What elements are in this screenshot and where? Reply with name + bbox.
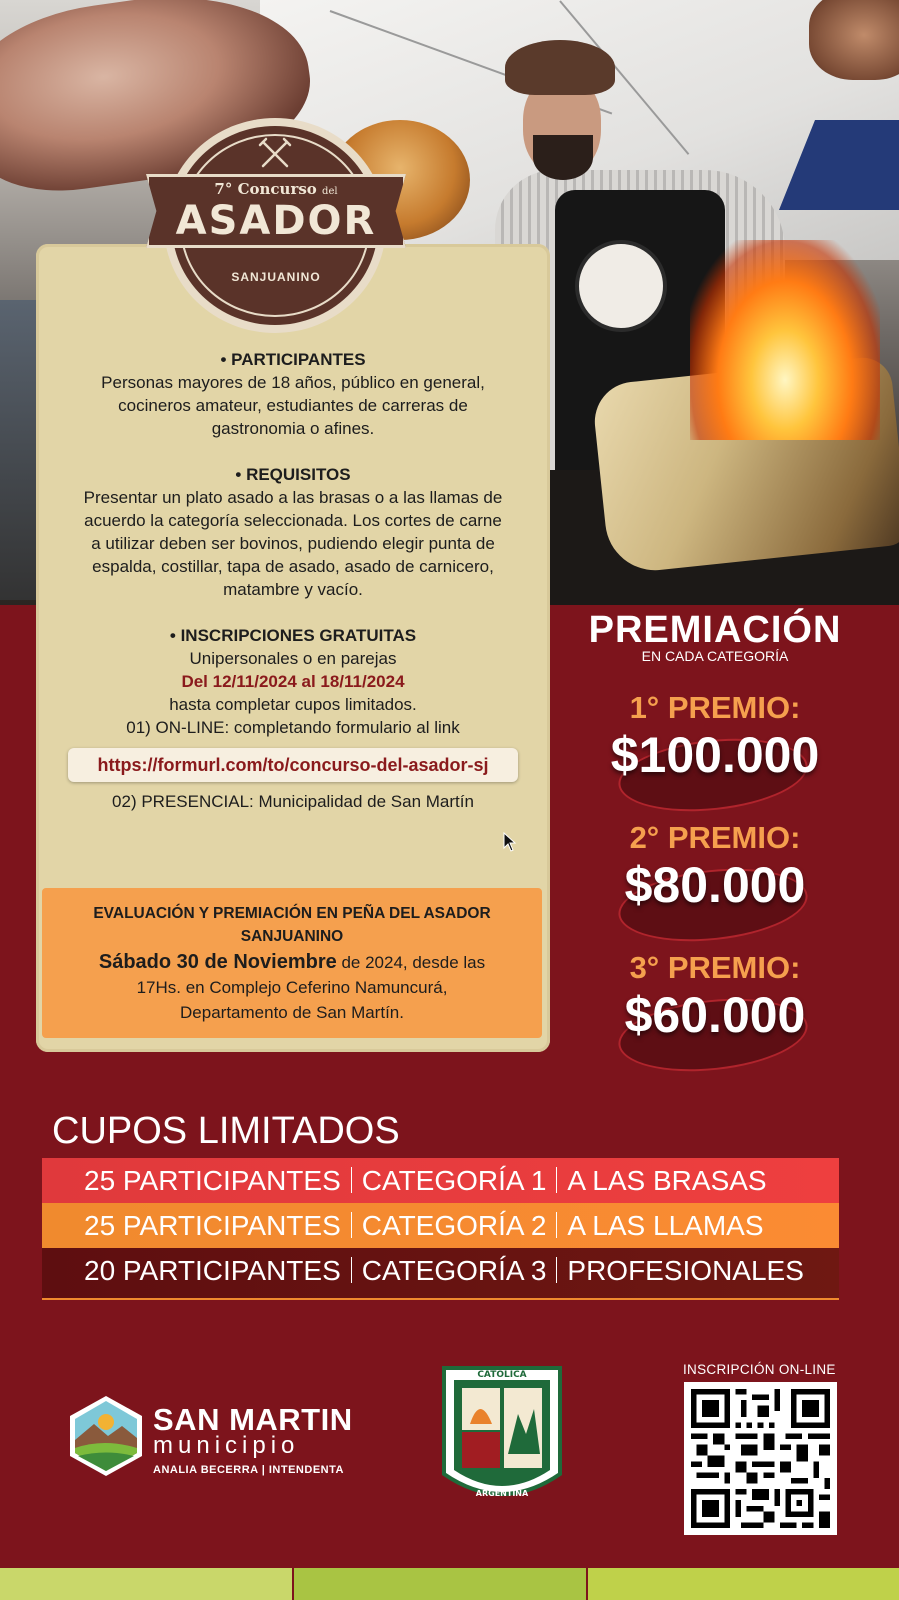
participantes-text: cocineros amateur, estudiantes de carreras de [118, 396, 468, 415]
evaluation-place: 17Hs. en Complejo Ceferino Namuncurá, [136, 978, 448, 997]
bottom-color-bar [0, 1568, 899, 1600]
evaluation-title: EVALUACIÓN Y PREMIACIÓN EN PEÑA DEL ASADOR [93, 905, 491, 922]
inscripciones-text: hasta completar cupos limitados. [169, 695, 417, 714]
requisitos-title: • REQUISITOS [235, 465, 351, 484]
requisitos-text: espalda, costillar, tapa de asado, asado de carnicero, [92, 557, 494, 576]
prize-2: 2° PREMIO: $80.000 [570, 820, 860, 928]
prize-1: 1° PREMIO: $100.000 [570, 690, 860, 798]
prizes-title: PREMIACIÓN [588, 609, 842, 651]
evaluation-place: Departamento de San Martín. [180, 1003, 404, 1022]
grill-tools-icon [257, 136, 293, 172]
participantes-text: gastronomia o afines. [211, 419, 375, 438]
qr-label: INSCRIPCIÓN ON-LINE [683, 1362, 836, 1377]
meat-image [809, 0, 899, 80]
san-martin-text: SAN MARTIN municipio ANALIA BECERRA | INTENDENTA [153, 1402, 353, 1476]
cupos-row: 25 PARTICIPANTES CATEGORÍA 1 A LAS BRASAS [42, 1158, 839, 1203]
evaluation-box [42, 888, 542, 1038]
cursor-icon [503, 832, 517, 852]
universidad-catolica-cuyo-shield-icon [440, 1364, 564, 1508]
requisitos-text: a utilizar deben ser bovinos, pudiendo elegir punta de [91, 534, 495, 553]
qr-code[interactable] [684, 1382, 837, 1535]
inscripciones-online: 01) ON-LINE: completando formulario al link [126, 718, 460, 737]
cupos-row: 20 PARTICIPANTES CATEGORÍA 3 PROFESIONALES [42, 1248, 839, 1300]
registration-link[interactable]: https://formurl.com/to/concurso-del-asador-sj [68, 748, 518, 782]
logo-name: ASADOR [175, 198, 377, 244]
prizes-panel [570, 605, 860, 1058]
logo-subtitle: SANJUANINO [231, 270, 321, 284]
asador-logo [146, 118, 406, 333]
participantes-title: • PARTICIPANTES [220, 350, 366, 369]
prize-3: 3° PREMIO: $60.000 [570, 950, 860, 1058]
san-martin-logo-icon [64, 1394, 148, 1478]
inscripciones-text: Unipersonales o en parejas [189, 649, 397, 668]
requisitos-text: acuerdo la categoría seleccionada. Los cortes de carne [84, 511, 502, 530]
evaluation-date: Sábado 30 de Noviembre de 2024, desde las [98, 951, 486, 973]
evaluation-title: SANJUANINO [240, 928, 344, 945]
qr-code-icon [691, 1389, 830, 1528]
prizes-subtitle: EN CADA CATEGORÍA [641, 648, 789, 664]
requisitos-text: matambre y vacío. [223, 580, 363, 599]
inscripciones-dates: Del 12/11/2024 al 18/11/2024 [181, 672, 405, 691]
fire-flames [690, 240, 880, 440]
cupos-row: 25 PARTICIPANTES CATEGORÍA 2 A LAS LLAMAS [42, 1203, 839, 1248]
logo-edition: 7° Concurso del [214, 180, 338, 198]
inscripciones-presencial: 02) PRESENCIAL: Municipalidad de San Martín [112, 792, 474, 811]
inscripciones-title: • INSCRIPCIONES GRATUITAS [169, 626, 417, 645]
participantes-text: Personas mayores de 18 años, público en general, [101, 373, 485, 392]
svg-text:CATOLICA: CATOLICA [477, 1370, 527, 1380]
requisitos-text: Presentar un plato asado a las brasas o a las llamas de [83, 488, 503, 507]
cupos-title: CUPOS LIMITADOS [52, 1110, 400, 1152]
svg-text:ARGENTINA: ARGENTINA [475, 1489, 529, 1498]
